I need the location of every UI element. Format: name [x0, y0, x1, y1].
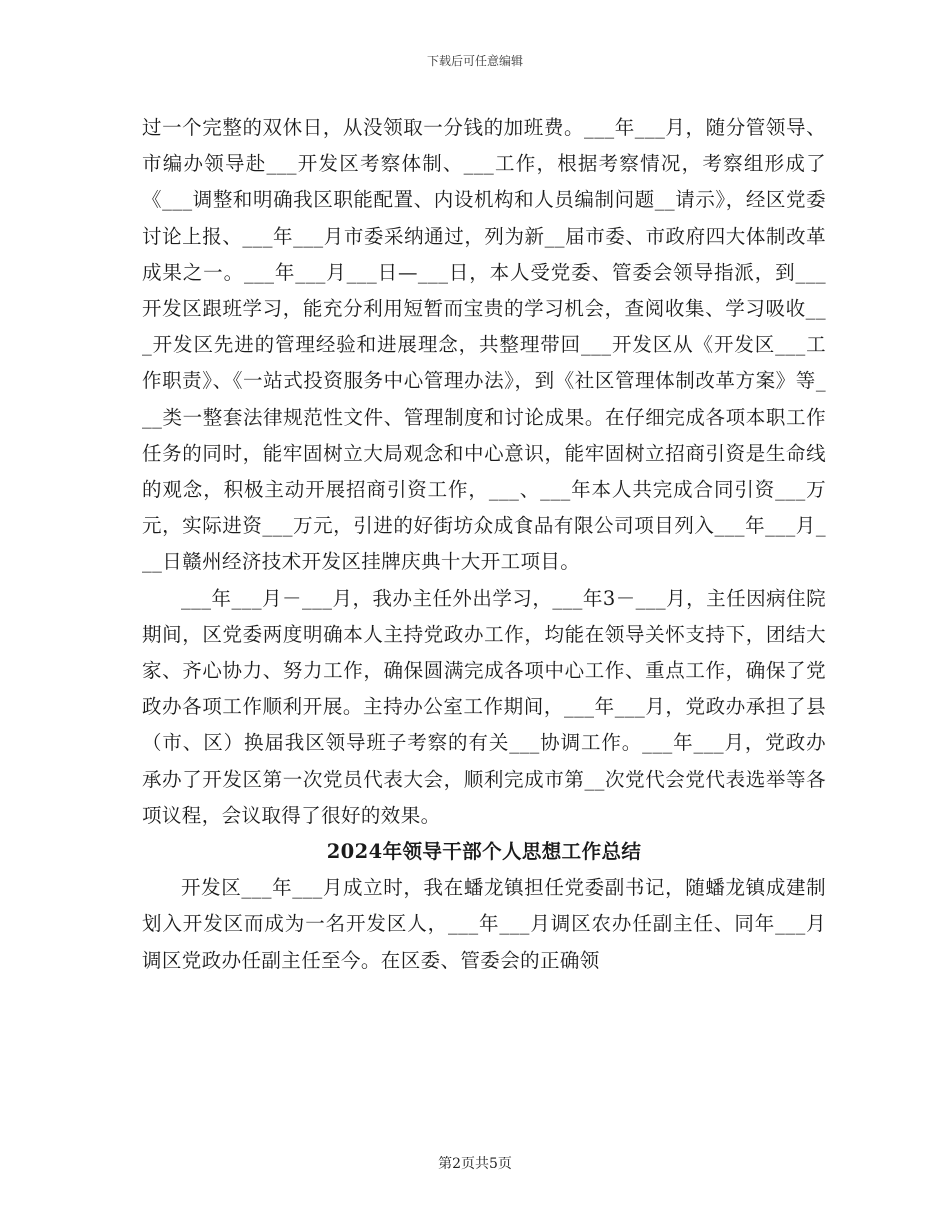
- page-header: 下载后可任意编辑: [426, 54, 523, 68]
- page-number: 第2页共5页: [438, 1156, 512, 1172]
- paragraph-office-duties: ___年___月－___月，我办主任外出学习，___年3－___月，主任因病住院期间，区党委两度明确本人主持党政办工作，均能在领导关怀支持下，团结大家、齐心协力、努力工作，确保圆满完成各项中心工作、重点工作，确保了党政办各项工作顺利开展。主持办公室工作期间，___年___月，党政办承担了县（市、区）换届我区领导班子考察的有关___协调工作。___年___月，党政办承办了开发区第一次党员代表大会，顺利完成市第__次党代会党代表选举等各项议程，会议取得了很好的效果。: [142, 586, 826, 827]
- section-title: 2024年领导干部个人思想工作总结: [326, 840, 642, 864]
- document-body: [142, 110, 826, 979]
- paragraph-continued: 过一个完整的双休日，从没领取一分钱的加班费。___年___月，随分管领导、市编办领导赴___开发区考察体制、___工作，根据考察情况，考察组形成了《___调整和明确我区职能配置、内设机构和人员编制问题__请示》，经区党委讨论上报、___年___月市委采纳通过，列为新__届市委、市政府四大体制改革成果之一。___年___月___日—___日，本人受党委、管委会领导指派，到___开发区跟班学习，能充分利用短暂而宝贵的学习机会，查阅收集、学习吸收___开发区先进的管理经验和进展理念，共整理带回___开发区从《开发区___工作职责》、《一站式投资服务中心管理办法》，到《社区管理体制改革方案》等___类一整套法律规范性文件、管理制度和讨论成果。在仔细完成各项本职工作任务的同时，能牢固树立大局观念和中心意识，能牢固树立招商引资是生命线的观念，积极主动开展招商引资工作，___、___年本人共完成合同引资___万元，实际进资___万元，引进的好街坊众成食品有限公司项目列入___年___月___日赣州经济技术开发区挂牌庆典十大开工项目。: [142, 116, 826, 574]
- paragraph-section-intro: 开发区___年___月成立时，我在蟠龙镇担任党委副书记，随蟠龙镇成建制划入开发区而成为一名开发区人，___年___月调区农办任副主任、同年___月调区党政办任副主任至今。在区委、管委会的正确领: [142, 876, 826, 972]
